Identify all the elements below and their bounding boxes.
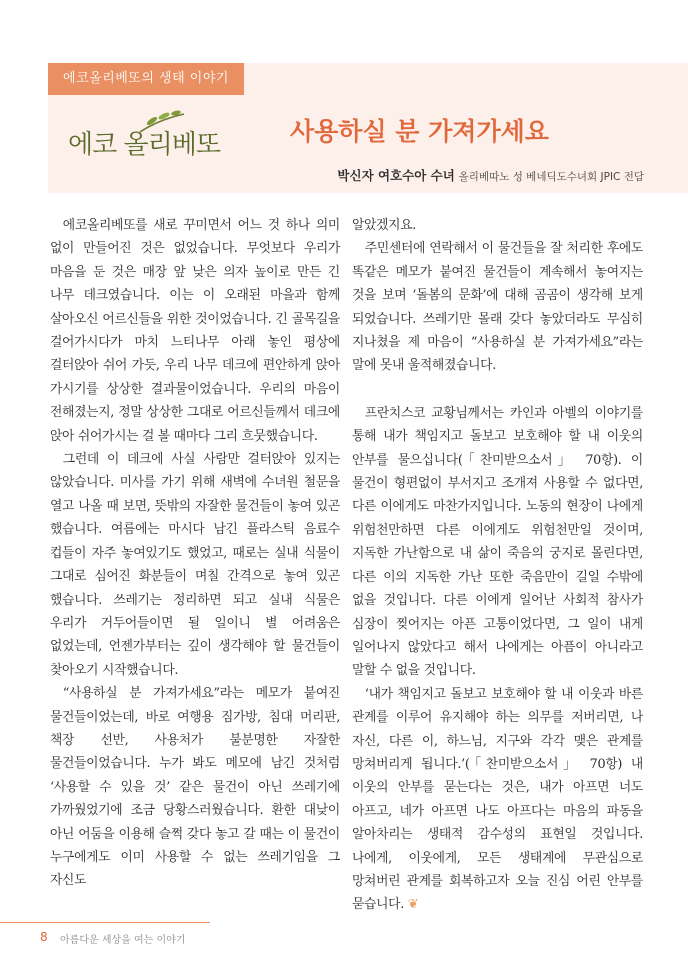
paragraph: 그런데 이 데크에 사실 사람만 걸터앉아 있지는 않았습니다. 미사를 가기 위해 새벽에 수녀원 철문을 열고 나올 때 보면, 뜻밖의 자잘한 물건들이 놓여 있곤 했습니다. 여름에는 마시다 남긴 플라스틱 음료수 컵들이 자주 놓여있기도 했었고, 때로는 실내 식물이 그대로 심어진 화분들이 며칠 간격으로 놓여 있곤 했습니다. 쓰레기는 정리하면 되고 실내 식물은 우리가 거두어들이면 될 일이니 별 어려움은 없었는데, 언젠가부터는 깊이 생각해야 할 물건들이 찾아오기 시작했습니다. — [50, 452, 340, 678]
author-affiliation: 올리베따노 성 베네딕도수녀회 JPIC 전담 — [458, 171, 644, 183]
series-tag: 에코올리베또의 생태 이야기 — [48, 63, 244, 95]
paragraph — [352, 683, 643, 917]
olive-branch-icon — [138, 110, 188, 136]
body-column-left — [50, 214, 340, 893]
paragraph: “사용하실 분 가져가세요”라는 메모가 붙여진 물건들이었는데, 바로 여행용 짐가방, 침대 머리판, 책장 선반, 사용처가 불분명한 자잘한 물건들이었습니다. 누가 봐도 메모에 남긴 것처럼 ‘사용할 수 있을 것’ 같은 물건이 아닌 쓰레기에 가까웠었기에 조금 당황스러웠습니다. 환한 대낮이 아닌 어둠을 이용해 슬쩍 갖다 놓고 갈 때는 이 물건이 누구에게도 이미 사용할 수 없는 쓰레기임을 그 자신도 — [50, 686, 340, 889]
magazine-title: 아름다운 세상을 여는 이야기 — [60, 935, 186, 946]
article-title: 사용하실 분 가져가세요 — [290, 117, 549, 146]
logo-text: 에코 올리베또 — [68, 130, 220, 160]
footer-divider — [0, 922, 210, 923]
paragraph-text: ‘내가 책임지고 돌보고 보호해야 할 내 이웃과 바른 관계를 이루어 유지해야 하는 의무를 저버리면, 나 자신, 다른 이, 하느님, 지구와 각각 맺은 관계를 망쳐버리게 됩니다.’(「찬미받으소서」 70항) 내 이웃의 안부를 묻는다는 것은, 내가 아프면 너도 아프고, 네가 아프면 나도 아프다는 마음의 파동을 알아차리는 생태적 감수성의 표현일 것입니다. 나에게, 이웃에게, 모든 생태계에 무관심으로 망쳐버린 관계를 회복하고자 오늘 진심 어린 안부를 묻습니다. — [352, 686, 643, 913]
paragraph: 에코올리베또를 새로 꾸미면서 어느 것 하나 의미 없이 만들어진 것은 없었습니다. 무엇보다 우리가 마음을 둔 것은 매장 앞 낮은 의자 높이로 만든 긴 나무 데크였습니다. 이는 이 오래된 마을과 함께 살아오신 어르신들을 위한 것이었습니다. 긴 골목길을 걸어가시다가 마치 느티나무 아래 놓인 평상에 걸터앉아 쉬어 가듯, 우리 나무 데크에 편안하게 앉아 가시기를 상상한 결과물이었습니다. 우리의 마음이 전해졌는지, 정말 상상한 그대로 어르신들께서 데크에 앉아 쉬어가시는 걸 볼 때마다 그리 흐뭇했습니다. — [50, 218, 340, 444]
eco-olivetto-logo — [68, 110, 238, 170]
author-name: 박신자 여호수아 수녀 — [337, 168, 455, 183]
byline — [337, 166, 644, 184]
leaf-end-mark-icon: ❦ — [407, 897, 419, 913]
page-number: 8 — [40, 930, 48, 944]
paragraph: 알았겠지요. — [352, 218, 417, 233]
body-column-right — [352, 214, 643, 917]
paragraph: 주민센터에 연락해서 이 물건들을 잘 처리한 후에도 똑같은 메모가 붙여진 물건들이 계속해서 놓여지는 것을 보며 ‘돌봄의 문화’에 대해 곰곰이 생각해 보게 되었습니다. 쓰레기만 몰래 갖다 놓았더라도 무심히 지나쳤을 제 마음이 “사용하실 분 가져가세요”라는 말에 못내 울적해졌습니다. — [352, 241, 643, 374]
paragraph: 프란치스코 교황님께서는 카인과 아벨의 이야기를 통해 내가 책임지고 돌보고 보호해야 할 내 이웃의 안부를 물으십니다(「찬미받으소서」 70항). 이 물건이 형편없이 부서지고 조개져 사용할 수 없다면, 다른 이에게도 마찬가지입니다. 노동의 현장이 나에게 위험천만하면 다른 이에게도 위험천만일 것이며, 지독한 가난함으로 내 삶이 죽음의 궁지로 몰린다면, 다른 이의 지독한 가난 또한 죽음만이 길일 수밖에 없을 것입니다. 다른 이에게 일어난 사회적 참사가 심장이 찢어지는 아픈 고통이었다면, 그 일이 내게 일어나지 않았다고 해서 나에게는 아픔이 아니라고 말할 수 없을 것입니다. — [352, 405, 643, 679]
